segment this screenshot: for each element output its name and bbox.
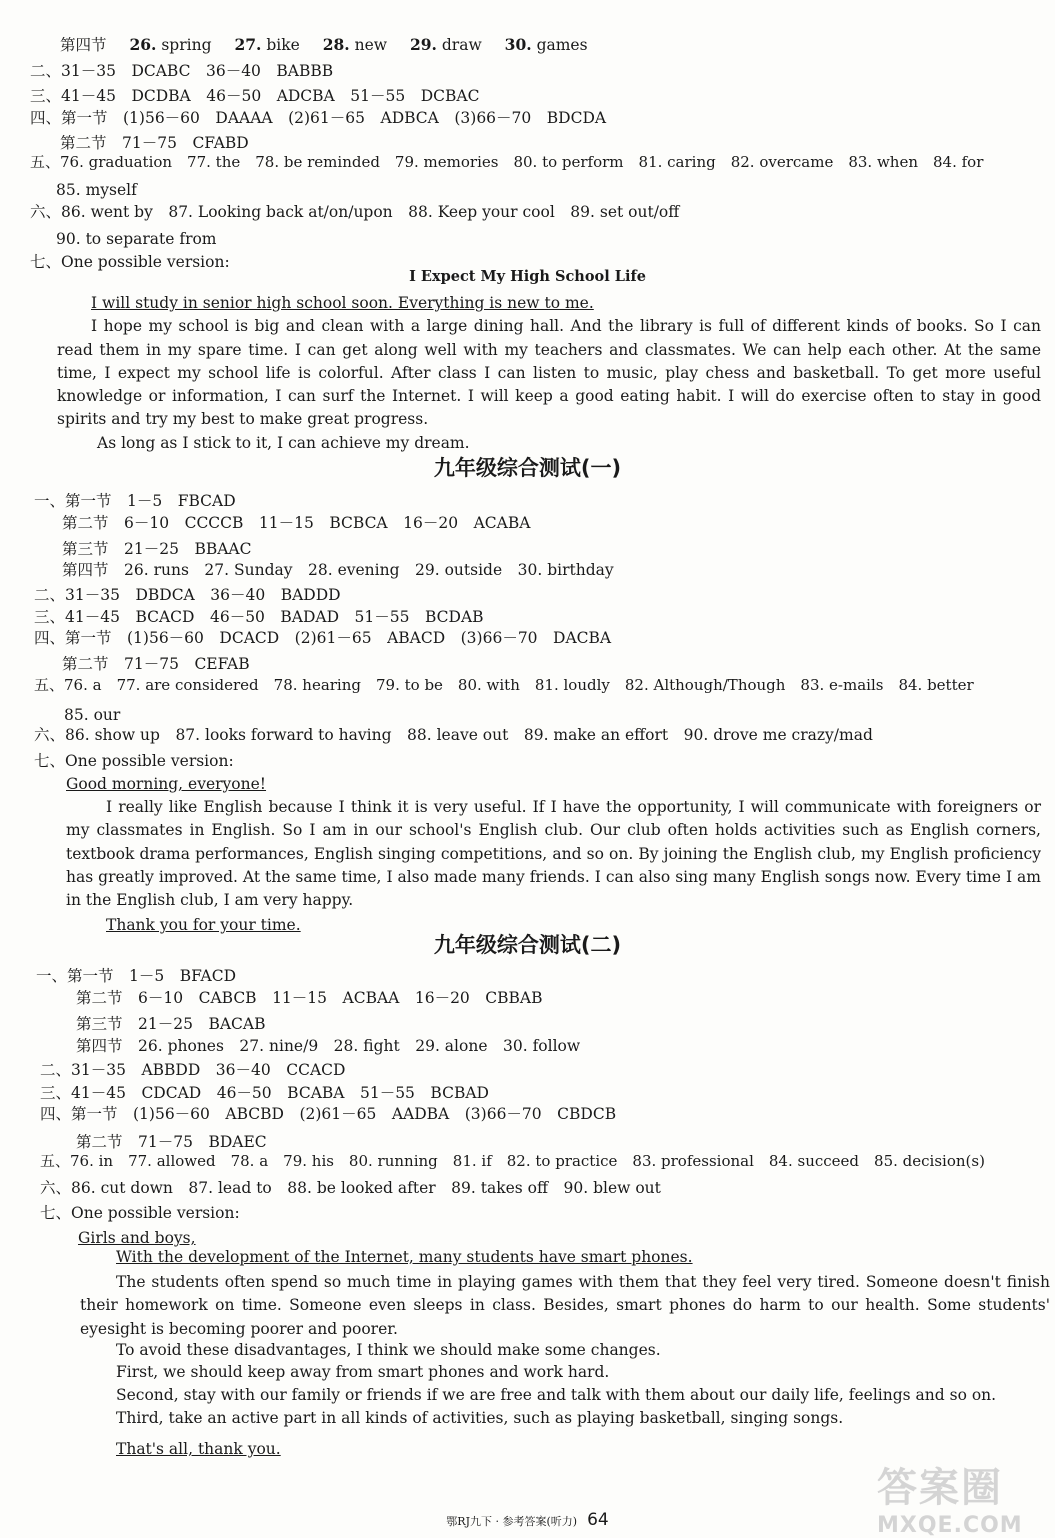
- speech-paragraph: The students often spend so much time in playing games with them that they feel very tired. Someone doesn't finish their homework on time. Someone even sleeps in class. Besides, smart phones do harm to our health. Some students' eyesight is becoming poorer and poorer.: [80, 1273, 1050, 1338]
- speech-paragraph: First, we should keep away from smart phones and work hard.: [116, 1363, 610, 1381]
- answer-line: 七、One possible version:: [30, 253, 230, 271]
- num: 26.: [129, 35, 157, 54]
- answer-line: 第二节 71－75 CEFAB: [62, 655, 250, 673]
- answer-line: 第四节 26. runs 27. Sunday 28. evening 29. outside 30. birthday: [62, 561, 614, 579]
- answer-line: 五、76. in 77. allowed 78. a 79. his 80. running 81. if 82. to practice 83. professional 84. succeed 85. decision(s): [40, 1152, 985, 1170]
- num: 27.: [234, 35, 262, 54]
- section-title: 九年级综合测试(一): [433, 456, 622, 480]
- num: 30.: [504, 35, 532, 54]
- answer: games: [531, 36, 588, 54]
- watermark-text: 答案圈: [877, 1465, 1003, 1511]
- page-number: 64: [587, 1510, 609, 1530]
- answer-line: 三、41－45 DCDBA 46－50 ADCBA 51－55 DCBAC: [30, 87, 480, 105]
- essay-body: [57, 292, 1041, 455]
- answer: bike: [261, 36, 300, 54]
- answer-line: 五、76. a 77. are considered 78. hearing 79. to be 80. with 81. loudly 82. Although/Though 83. e-mails 84. better: [34, 676, 974, 694]
- speech-closing: That's all, thank you.: [116, 1440, 281, 1458]
- answer-line: 第二节 6－10 CCCCB 11－15 BCBCA 16－20 ACABA: [62, 514, 531, 532]
- speech-greeting: Good morning, everyone!: [66, 775, 267, 793]
- speech-closing: Thank you for your time.: [106, 916, 301, 934]
- answer-line: 六、86. cut down 87. lead to 88. be looked after 89. takes off 90. blew out: [40, 1179, 661, 1197]
- footer-text: 鄂RJ九下 · 参考答案(听力): [446, 1515, 578, 1528]
- answer-line: 85. our: [64, 706, 121, 724]
- answer-line: 四、第一节 (1)56－60 DCACD (2)61－65 ABACD (3)66－70 DACBA: [34, 629, 612, 647]
- answer-line: 四、第一节 (1)56－60 DAAAA (2)61－65 ADBCA (3)66－70 BDCDA: [30, 109, 607, 127]
- speech-paragraph: Third, take an active part in all kinds of activities, such as playing basketball, singing songs.: [116, 1409, 844, 1427]
- essay-paragraph: I hope my school is big and clean with a large dining hall. And the library is full of different kinds of books. So I can read them in my spare time. I can get along well with my teachers and classmates. We can help each other. At the same time, I expect my school life is colorful. After class I can listen to music, play chess and basketball. To get more useful knowledge or information, I can surf the Internet. I will keep a good eating habit. I will do exercise often to stay in good spirits and try my best to make great progress.: [57, 317, 1041, 429]
- answer-line: 一、第一节 1－5 FBCAD: [34, 492, 236, 510]
- answer-line: 三、41－45 CDCAD 46－50 BCABA 51－55 BCBAD: [40, 1084, 489, 1102]
- speech-body: [66, 796, 1041, 912]
- answer-line: 七、One possible version:: [40, 1204, 240, 1222]
- speech-opening: With the development of the Internet, many students have smart phones.: [116, 1248, 693, 1266]
- answer-line: 第二节 71－75 CFABD: [60, 134, 249, 152]
- answer-line: 二、31－35 DCABC 36－40 BABBB: [30, 62, 334, 80]
- essay-paragraph: As long as I stick to it, I can achieve my dream.: [97, 433, 470, 452]
- answer-line: 一、第一节 1－5 BFACD: [36, 967, 237, 985]
- answer-line: 六、86. show up 87. looks forward to having 88. leave out 89. make an effort 90. drove me crazy/mad: [34, 726, 873, 744]
- answer: spring: [156, 36, 212, 54]
- num: 28.: [322, 35, 350, 54]
- speech-paragraph: I really like English because I think it is very useful. If I have the opportunity, I will communicate with foreigners or my classmates in English. So I am in our school's English club. Our club often holds activities such as English corners, textbook drama performances, English singing competitions, and so on. By joining the English club, my English proficiency has greatly improved. At the same time, I also made many friends. I can also sing many English songs now. Every time I am in the English club, I am very happy.: [66, 798, 1041, 910]
- answer-line-part4: [60, 35, 588, 55]
- speech-paragraph: Second, stay with our family or friends if we are free and talk with them about our daily life, feelings and so on.: [116, 1386, 997, 1404]
- answer-line: 二、31－35 DBDCA 36－40 BADDD: [34, 586, 341, 604]
- speech-greeting: Girls and boys,: [78, 1229, 196, 1247]
- num: 29.: [409, 35, 437, 54]
- answer: draw: [436, 36, 482, 54]
- answer-line: 第二节 6－10 CABCB 11－15 ACBAA 16－20 CBBAB: [76, 989, 543, 1007]
- speech-body: [80, 1271, 1050, 1341]
- watermark-logo: [877, 1456, 1027, 1538]
- answer-line: 二、31－35 ABBDD 36－40 CCACD: [40, 1061, 346, 1079]
- answer-line: 85. myself: [56, 181, 137, 199]
- speech-paragraph: To avoid these disadvantages, I think we should make some changes.: [116, 1341, 661, 1359]
- answer-line: 第三节 21－25 BACAB: [76, 1015, 266, 1033]
- answer-line: 第四节 26. phones 27. nine/9 28. fight 29. alone 30. follow: [76, 1037, 581, 1055]
- answer-line: 第二节 71－75 BDAEC: [76, 1133, 267, 1151]
- answer-line: 三、41－45 BCACD 46－50 BADAD 51－55 BCDAB: [34, 608, 484, 626]
- answer-line: 七、One possible version:: [34, 752, 234, 770]
- watermark-url: MXQE.COM: [877, 1513, 1023, 1538]
- answer-line: 90. to separate from: [56, 230, 217, 248]
- section-title: 九年级综合测试(二): [433, 933, 622, 957]
- answer-line: 五、76. graduation 77. the 78. be reminded 79. memories 80. to perform 81. caring 82. overcame 83. when 84. for: [30, 153, 984, 171]
- answer: new: [349, 36, 388, 54]
- essay-opening: I will study in senior high school soon. Everything is new to me.: [91, 294, 594, 312]
- answer-line: 四、第一节 (1)56－60 ABCBD (2)61－65 AADBA (3)66－70 CBDCB: [40, 1105, 617, 1123]
- essay-title: I Expect My High School Life: [409, 268, 646, 285]
- answer-line: 第三节 21－25 BBAAC: [62, 540, 252, 558]
- answer-line: 六、86. went by 87. Looking back at/on/upon 88. Keep your cool 89. set out/off: [30, 203, 680, 221]
- section-label: 第四节: [60, 36, 107, 54]
